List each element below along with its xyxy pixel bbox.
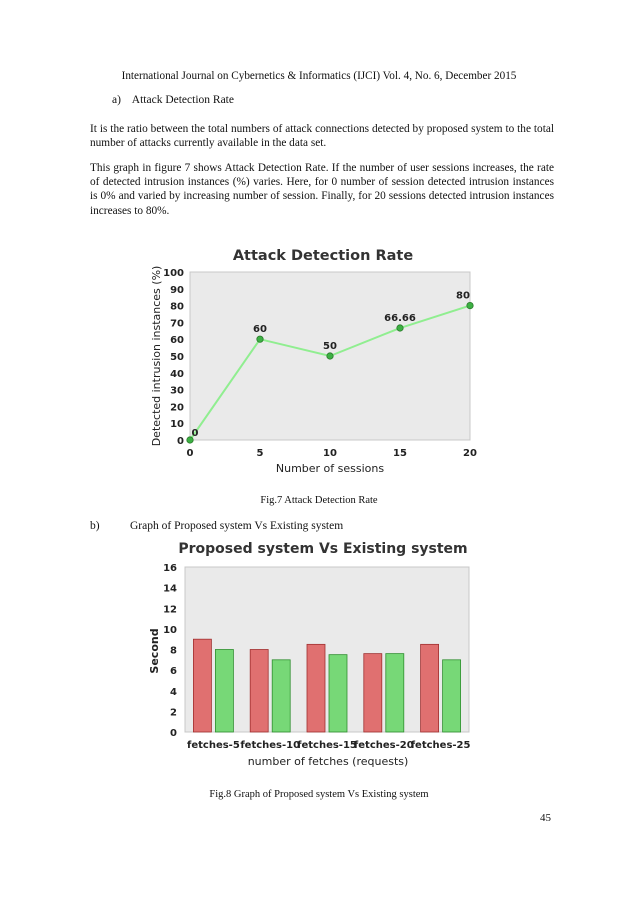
fig8-bar-proposed bbox=[421, 644, 439, 732]
fig8-bar-existing bbox=[329, 655, 347, 732]
fig8-ytick-label: 6 bbox=[170, 666, 177, 678]
fig7-data-label: 60 bbox=[253, 324, 267, 336]
fig8-ytick-label: 12 bbox=[163, 604, 177, 616]
fig7-data-point bbox=[397, 325, 403, 331]
fig8-ylabel: Second bbox=[148, 628, 161, 674]
fig8-title: Proposed system Vs Existing system bbox=[178, 541, 468, 557]
fig8-ytick-label: 4 bbox=[170, 686, 177, 698]
paragraph-definition: It is the ratio between the total numbers of attack connections detected by proposed system to the total number of attacks currently available in the data set. bbox=[90, 123, 554, 150]
fig7-xlabel: Number of sessions bbox=[275, 462, 385, 475]
fig8-xtick-label: fetches-25 bbox=[410, 740, 471, 751]
fig7-data-label: 80 bbox=[456, 290, 470, 302]
fig8-ytick-label: 8 bbox=[170, 645, 177, 657]
fig7-data-point bbox=[467, 302, 473, 308]
fig8-bar-proposed bbox=[250, 650, 268, 733]
fig7-ytick-label: 0 bbox=[177, 436, 184, 447]
fig7-data-label: 66.66 bbox=[384, 313, 416, 325]
journal-header: International Journal on Cybernetics & Informatics (IJCI) Vol. 4, No. 6, December 2015 bbox=[121, 70, 517, 82]
fig7-ylabel: Detected intrusion instances (%) bbox=[150, 265, 163, 447]
fig8-bar-existing bbox=[386, 654, 404, 732]
fig8-bar-proposed bbox=[193, 639, 211, 732]
fig7-ytick-label: 90 bbox=[170, 284, 184, 296]
fig8-bar-existing bbox=[443, 660, 461, 732]
fig7-line-chart bbox=[140, 240, 500, 480]
paragraph-fig7-description: This graph in figure 7 shows Attack Detection Rate. If the number of user sessions increases, the rate of detected intrusion instances (%) varies. Here, for 0 number of session detected intrusion instances is 0% and varied by increasing number of session. Finally, for 20 sessions detected intrusion instances increases to 80%. bbox=[90, 162, 554, 217]
fig8-ytick-label: 2 bbox=[170, 707, 177, 719]
section-b-heading: Graph of Proposed system Vs Existing system bbox=[130, 520, 344, 532]
fig8-caption: Fig.8 Graph of Proposed system Vs Existing system bbox=[209, 789, 429, 800]
fig8-xtick-label: fetches-10 bbox=[240, 740, 301, 751]
fig7-ytick-label: 60 bbox=[170, 335, 184, 347]
fig7-ytick-label: 70 bbox=[170, 318, 184, 330]
fig8-ytick-label: 14 bbox=[163, 583, 177, 595]
fig7-ytick-label: 50 bbox=[170, 352, 184, 363]
fig8-xtick-label: fetches-5 bbox=[186, 740, 240, 751]
section-a-heading: a) Attack Detection Rate bbox=[112, 94, 234, 106]
fig8-xtick-label: fetches-15 bbox=[297, 740, 357, 751]
fig8-bar-existing bbox=[215, 650, 233, 733]
fig8-bar-chart bbox=[140, 535, 485, 775]
fig7-ytick-label: 80 bbox=[170, 301, 184, 313]
fig7-ytick-label: 20 bbox=[170, 402, 184, 414]
fig7-xtick-label: 15 bbox=[393, 448, 407, 459]
fig7-caption: Fig.7 Attack Detection Rate bbox=[260, 495, 378, 506]
fig8-bar-proposed bbox=[307, 644, 325, 732]
fig7-xtick-label: 20 bbox=[463, 448, 477, 459]
fig7-data-label: 50 bbox=[323, 341, 337, 352]
fig7-ytick-label: 30 bbox=[170, 385, 184, 397]
fig7-xtick-label: 10 bbox=[323, 448, 337, 459]
fig7-xtick-label: 5 bbox=[256, 448, 264, 459]
page-number: 45 bbox=[540, 812, 551, 824]
section-b-letter: b) bbox=[90, 520, 100, 532]
fig8-ytick-label: 16 bbox=[163, 563, 177, 574]
fig7-ytick-label: 10 bbox=[170, 419, 184, 431]
fig8-xlabel: number of fetches (requests) bbox=[247, 755, 409, 768]
fig8-ytick-label: 10 bbox=[163, 624, 177, 636]
fig7-xtick-label: 0 bbox=[186, 448, 194, 459]
fig8-ytick-label: 0 bbox=[170, 728, 177, 739]
fig8-xtick-label: fetches-20 bbox=[353, 740, 414, 751]
fig7-data-point bbox=[327, 353, 333, 359]
fig7-data-point bbox=[257, 336, 263, 342]
fig7-data-label: 0 bbox=[191, 428, 199, 439]
fig7-ytick-label: 100 bbox=[163, 268, 184, 279]
fig8-bar-proposed bbox=[364, 654, 382, 732]
fig7-ytick-label: 40 bbox=[170, 368, 184, 380]
fig8-bar-existing bbox=[272, 660, 290, 732]
fig7-title: Attack Detection Rate bbox=[232, 248, 414, 264]
